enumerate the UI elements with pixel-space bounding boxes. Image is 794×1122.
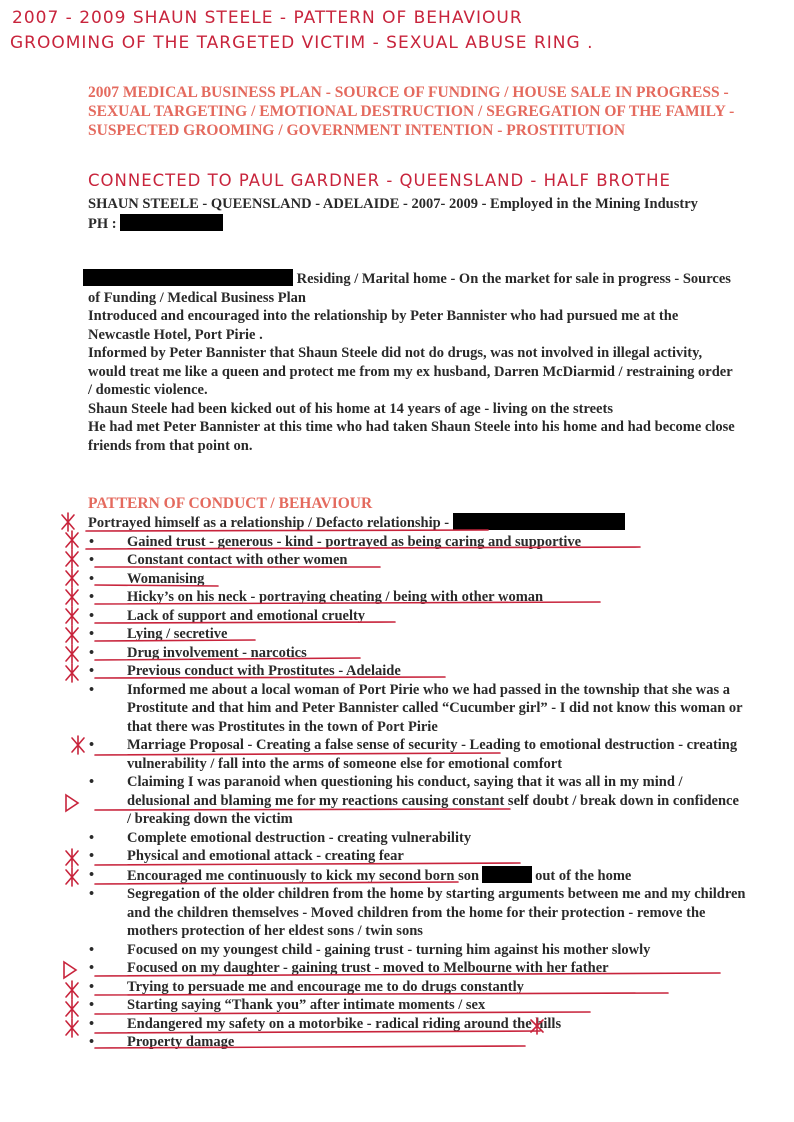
phone-line (88, 214, 738, 234)
list-item: • Physical and emotional attack - creating fear (89, 848, 404, 864)
list-item: • Focused on my youngest child - gaining trust - turning him against his mother slowly (89, 941, 651, 958)
asterisk-mark (66, 550, 78, 568)
paragraph-history: Shaun Steele had been kicked out of his home at 14 years of age - living on the streets (88, 400, 613, 417)
conduct-list (86, 513, 746, 1052)
list-item: • Drug involvement - narcotics (89, 644, 307, 661)
handwritten-connection-note: CONNECTED TO PAUL GARDNER - QUEENSLAND - HALF BROTHE (88, 171, 671, 190)
asterisk-mark (66, 569, 78, 587)
list-item: • Lying / secretive (89, 626, 228, 642)
asterisk-mark (64, 962, 76, 978)
asterisk-mark (66, 664, 78, 682)
asterisk-mark (66, 531, 78, 549)
list-item: • Lack of support and emotional cruelty (89, 607, 366, 624)
list-item: • Hicky’s on his neck - portraying cheating / being with other woman (89, 589, 544, 605)
asterisk-mark (66, 588, 78, 606)
conduct-heading: PATTERN OF CONDUCT / BEHAVIOUR (88, 495, 373, 512)
subject-line: SHAUN STEELE - QUEENSLAND - ADELAIDE - 2007- 2009 - Employed in the Mining Industry (88, 196, 698, 212)
list-item: • Starting saying “Thank you” after intimate moments / sex (89, 997, 486, 1013)
asterisk-mark (66, 849, 78, 867)
list-item: • Claiming I was paranoid when questioning his conduct, saying that it was all in my mind / delusional and blaming me for my reactions causing constant self doubt / break down in confidence / breaking down the victim (89, 774, 739, 827)
asterisk-mark (72, 736, 84, 754)
handwritten-title-line1: 2007 - 2009 SHAUN STEELE - PATTERN OF BEHAVIOUR (12, 8, 523, 28)
asterisk-mark (66, 1000, 78, 1018)
paragraph-friendship: He had met Peter Bannister at this time who had taken Shaun Steele into his home and had become close friends from that point on. (88, 419, 735, 454)
list-item: • Complete emotional destruction - creating vulnerability (89, 829, 472, 846)
list-item: • Segregation of the older children from the home by starting arguments between me and my children and the children themselves - Moved children from the home for their protection - remove the mothers protection of her eldest sons / twin sons (89, 886, 746, 939)
background-section (88, 269, 738, 455)
paragraph-residence: Residing / Marital home - On the market for sale in progress - Sources of Funding / Medical Business Plan (88, 269, 738, 307)
conduct-intro: Portrayed himself as a relationship / Defacto relationship - (86, 513, 746, 533)
list-item: • Trying to persuade me and encourage me to do drugs constantly (89, 978, 524, 995)
list-item: • Marriage Proposal - Creating a false sense of security - Leading to emotional destruction - creating vulnerability / fall into the arms of someone else for emotional comfort (89, 737, 738, 772)
asterisk-mark (66, 1019, 78, 1037)
redaction-block (120, 214, 223, 231)
list-item: • Informed me about a local woman of Port Pirie who we had passed in the township that she was a Prostitute and that him and Peter Bannister called “Cucumber girl” - I did not know this woman or that there was Prostitutes in the town of Port Pirie (89, 681, 743, 735)
asterisk-mark (66, 607, 78, 625)
list-item: • Constant contact with other women (89, 552, 348, 568)
subject-block (88, 195, 738, 233)
handwritten-title-line2: GROOMING OF THE TARGETED VICTIM - SEXUAL ABUSE RING . (10, 33, 594, 53)
asterisk-mark (66, 795, 78, 811)
asterisk-mark (66, 981, 78, 999)
list-item: • Focused on my daughter - gaining trust - moved to Melbourne with her father (89, 960, 609, 976)
paragraph-introduction: Introduced and encouraged into the relationship by Peter Bannister who had pursued me at the Newcastle Hotel, Port Pirie . (88, 308, 679, 343)
list-item: • Gained trust - generous - kind - portrayed as being caring and supportive (89, 533, 582, 550)
phone-label: PH : (88, 215, 117, 232)
list-item: • Property damage (89, 1034, 235, 1050)
asterisk-mark (66, 645, 78, 663)
list-item: • Encouraged me continuously to kick my second born son out of the home (89, 866, 632, 884)
list-item: • Womanising (89, 570, 205, 587)
redaction-block (482, 866, 532, 883)
list-item: • Endangered my safety on a motorbike - radical riding around the hills (89, 1015, 562, 1032)
asterisk-mark (62, 513, 74, 531)
paragraph-informed: Informed by Peter Bannister that Shaun Steele did not do drugs, was not involved in illegal activity, would treat me like a queen and protect me from my ex husband, Darren McDiarmid / restraining order / domestic violence. (88, 345, 733, 398)
redaction-block (453, 513, 625, 530)
redaction-block (83, 269, 293, 286)
list-item: • Previous conduct with Prostitutes - Adelaide (89, 663, 401, 679)
asterisk-mark (66, 626, 78, 644)
asterisk-mark (66, 868, 78, 886)
document-red-heading: 2007 MEDICAL BUSINESS PLAN - SOURCE OF FUNDING / HOUSE SALE IN PROGRESS - SEXUAL TARGETING / EMOTIONAL DESTRUCTION / SEGREGATION OF THE FAMILY - SUSPECTED GROOMING / GOVERNMENT INTENTION - PROSTITUTION (88, 84, 735, 139)
